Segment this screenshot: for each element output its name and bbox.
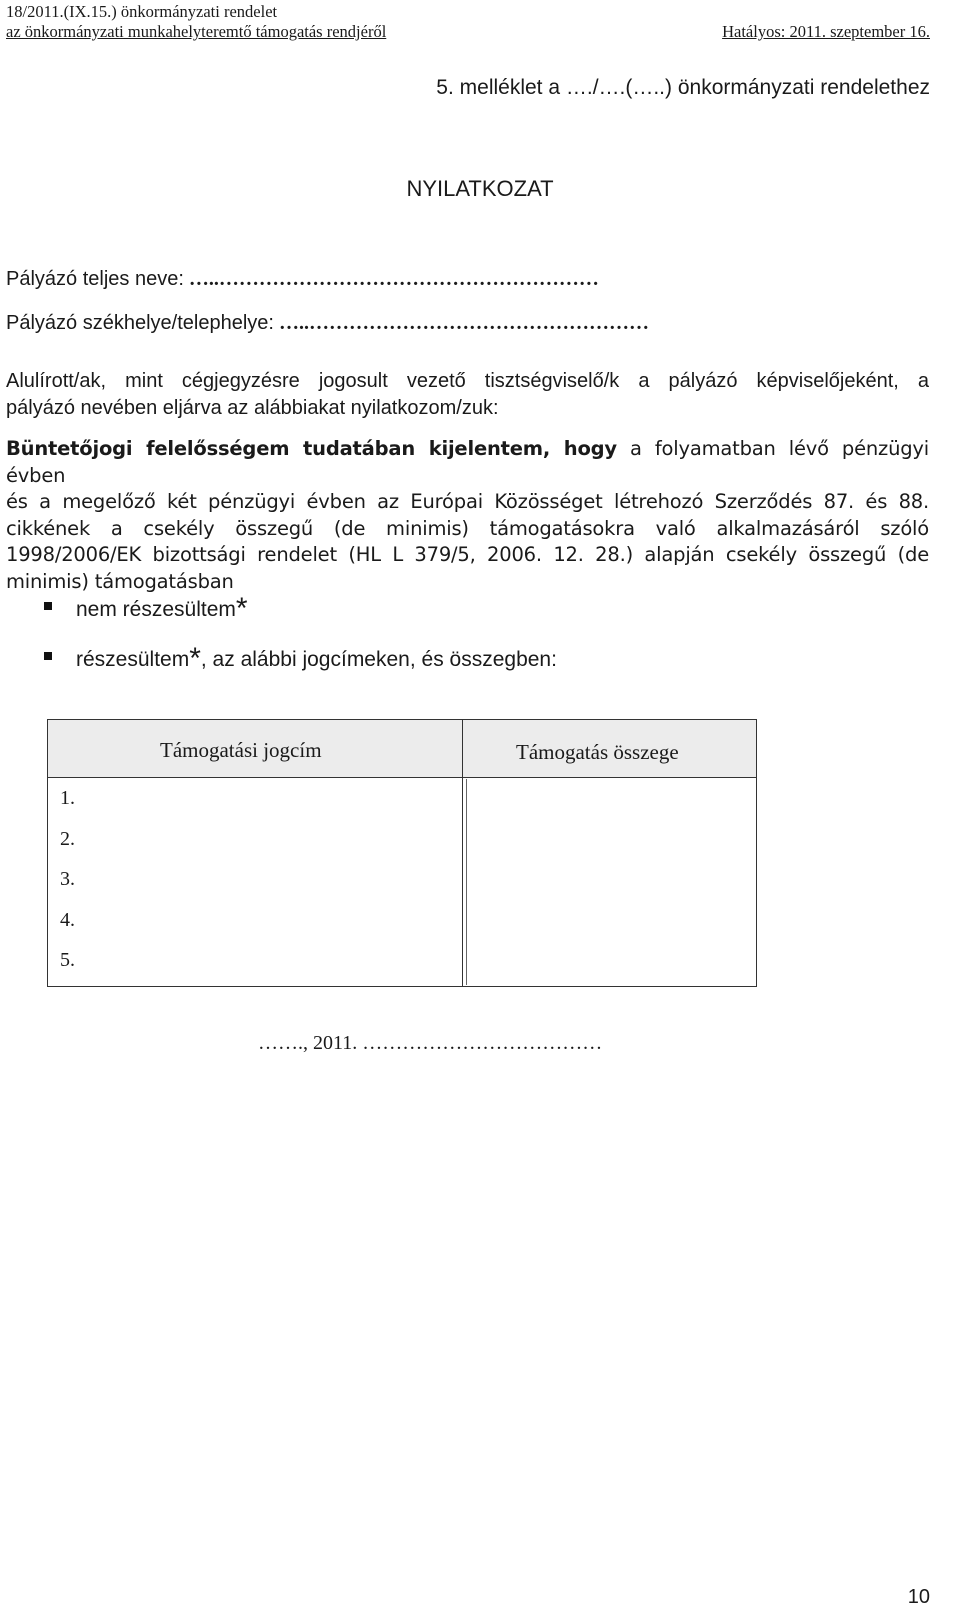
table-row-number: 3. [60, 868, 75, 890]
option-text: részesültem [76, 648, 190, 671]
option-text-after: , az alábbi jogcímeken, és összegben: [200, 648, 557, 671]
option-received [44, 642, 557, 675]
asterisk-mark: * [235, 592, 248, 625]
intro-line-2: pályázó nevében eljárva az alábbiakat nyilatkozom/zuk: [6, 396, 499, 419]
statement-line-5: minimis) támogatásban [6, 569, 234, 593]
column-header-title: Támogatási jogcím [160, 738, 322, 762]
statement-line-1-rest: a folyamatban lévő pénzügyi évben [6, 437, 929, 487]
statement-bold: Büntetőjogi felelősségem tudatában kijelentem, hogy [6, 437, 617, 460]
square-bullet-icon [44, 602, 52, 610]
option-not-received [44, 592, 248, 625]
applicant-seat-label: Pályázó székhelye/telephelye: [6, 312, 274, 334]
date-line: ……., 2011. ……………………………… [258, 1032, 603, 1054]
statement-line-2: és a megelőző két pénzügyi évben az Európai Közösséget létrehozó Szerződés 87. és 88. [6, 490, 929, 513]
header-regulation-title: az önkormányzati munkahelyteremtő támogatás rendjéről [6, 22, 387, 41]
square-bullet-icon [44, 652, 52, 660]
support-table [47, 719, 757, 987]
table-row-number: 2. [60, 828, 75, 850]
table-column-divider [462, 720, 463, 986]
applicant-seat-dots: …..…………………………………………… [273, 312, 649, 334]
table-row-number: 5. [60, 949, 75, 971]
column-header-amount: Támogatás összege [516, 740, 679, 764]
statement-paragraph [6, 436, 929, 595]
statement-line-4: 1998/2006/EK bizottsági rendelet (HL L 379/5, 2006. 12. 28.) alapján csekély összegű (de [6, 543, 929, 566]
asterisk-mark: * [189, 642, 201, 675]
applicant-name-dots: …..………………………………………………… [183, 268, 599, 290]
applicant-name-label: Pályázó teljes neve: [6, 268, 184, 290]
amount-column-cell [466, 779, 756, 985]
table-row-number: 1. [60, 787, 75, 809]
annex-reference: 5. melléklet a …./….(…..) önkormányzati rendelethez [436, 76, 930, 99]
document-title: NYILATKOZAT [406, 176, 554, 201]
header-effective-date: Hatályos: 2011. szeptember 16. [722, 22, 930, 41]
intro-line-1: Alulírott/ak, mint cégjegyzésre jogosult vezető tisztségviselő/k a pályázó képviselőjeként, a [6, 370, 929, 392]
applicant-name-field [6, 268, 599, 291]
intro-paragraph [6, 368, 929, 421]
statement-line-3: cikkének a csekély összegű (de minimis) támogatásokra való alkalmazásáról szóló [6, 516, 929, 540]
statement-line-1 [6, 436, 929, 489]
table-header-divider [48, 777, 756, 778]
page-number: 10 [907, 1586, 930, 1608]
option-text: nem részesültem [76, 598, 236, 621]
applicant-seat-field [6, 312, 649, 335]
table-row-number: 4. [60, 909, 75, 931]
header-regulation-number: 18/2011.(IX.15.) önkormányzati rendelet [6, 2, 278, 21]
